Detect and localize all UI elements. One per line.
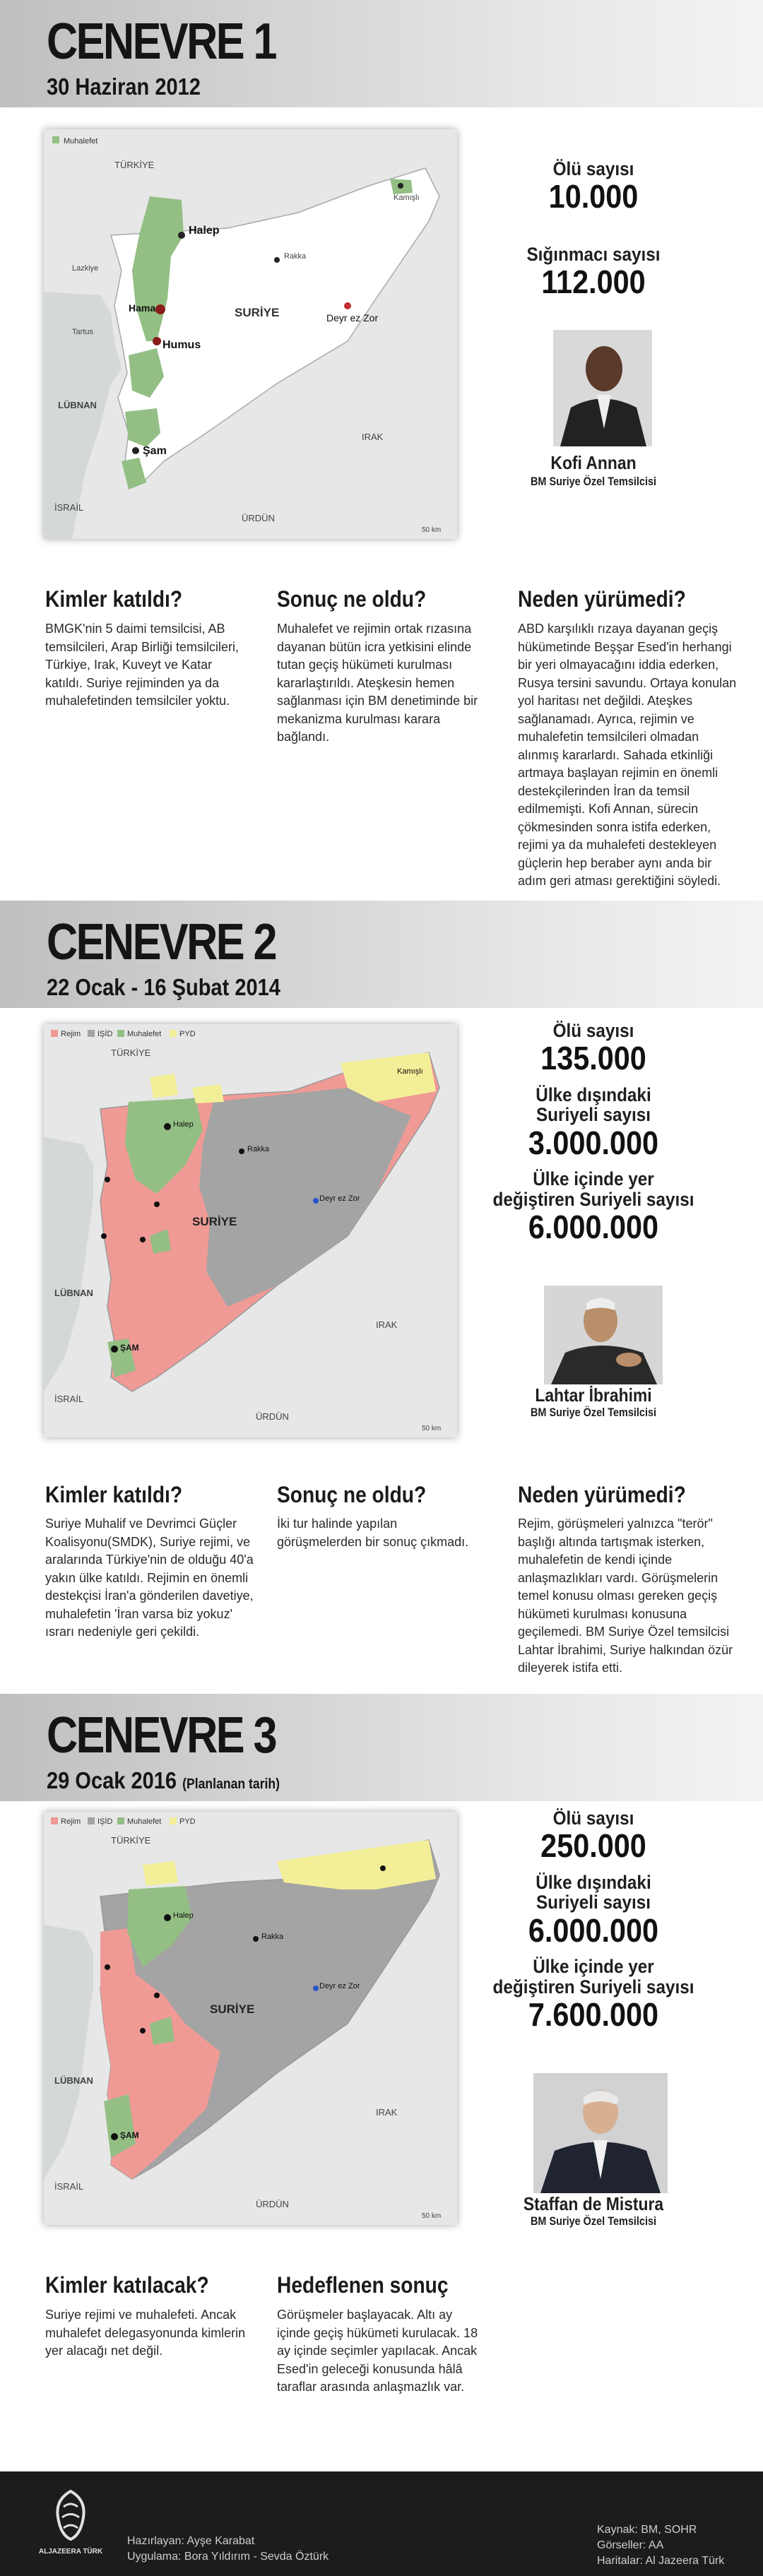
column-text: ABD karşılıklı rızaya dayanan geçiş hükümetinde Beşşar Esed'in herhangi bir yeri olmayacağını iddia ederken, Rusya tersini savundu. Ortaya konulan yol haritası net değildi. Ateşkes sağlanamadı. Ayrıca, rejimin ve muhalefetin temsilcileri olmadan alınmış kararlardı. Sahada etkinliği artmaya başlayan rejimin en önemli destekçilerinden İran da temsil edilmemişti. Kofi Annan, sürecin çökmesinden sonra istifa ederken, rejimi ya da muhalefeti destekleyen güçlerin hep beraber aynı anda bir adım geri atması gerektiğini söyledi.	[518, 622, 737, 888]
city-dot	[239, 1148, 244, 1154]
footer	[0, 2471, 763, 2576]
stat-value: 135.000	[540, 1040, 646, 1077]
label-city-deyr: Deyr ez Zor	[319, 1982, 360, 1990]
city-dot	[154, 1993, 160, 1998]
legend-muhalefet: Muhalefet	[127, 1030, 162, 1038]
stat-label: Ölü sayısı	[552, 1808, 634, 1829]
legend-muhalefet: Muhalefet	[127, 1817, 162, 1826]
city-dot	[344, 302, 351, 309]
label-iraq: IRAK	[376, 2107, 398, 2118]
person-role: BM Suriye Özel Temsilcisi	[530, 1406, 657, 1419]
stat-value: 112.000	[541, 263, 646, 301]
section-date: 30 Haziran 2012	[47, 73, 201, 100]
aljazeera-logo	[38, 2486, 103, 2563]
stat-label: Ülke içinde yer değiştiren Suriyeli sayısı	[492, 1168, 694, 1210]
label-city-deyr: Deyr ez Zor	[326, 312, 379, 324]
label-jordan: ÜRDÜN	[242, 513, 275, 523]
label-city-sam: Şam	[143, 445, 167, 457]
stat-value: 7.600.000	[528, 1995, 659, 2033]
city-dot	[101, 1233, 107, 1239]
city-dot	[313, 1198, 319, 1204]
label-jordan: ÜRDÜN	[256, 2199, 289, 2209]
column-heading: Kimler katılacak?	[45, 2272, 209, 2298]
label-city-rakka: Rakka	[284, 252, 307, 261]
label-israel: İSRAİL	[54, 1394, 84, 1404]
stats-geneva-3	[466, 1808, 721, 2041]
column-heading: Sonuç ne oldu?	[277, 586, 427, 612]
map-geneva-3	[44, 1812, 457, 2225]
label-city-kamisli: Kamışlı	[394, 194, 420, 202]
city-dot	[380, 1865, 386, 1871]
label-syria: SURİYE	[210, 2002, 255, 2016]
column-heading: Neden yürümedi?	[518, 1482, 686, 1507]
label-city-hama: Hama	[129, 302, 156, 314]
city-dot	[153, 337, 161, 345]
credit-maps: Haritalar: Al Jazeera Türk	[597, 2555, 725, 2567]
stat-label: Ülke dışındaki Suriyeli sayısı	[536, 1084, 651, 1126]
column-text: Görüşmeler başlayacak. Altı ay içinde geçiş hükümeti kurulacak. 18 ay içinde seçimler yapılacak. Ancak Esed'in geleceği konusunda hâlâ taraflar arasında anlaşmazlık var.	[277, 2308, 478, 2394]
label-city-kamisli: Kamışlı	[397, 1067, 423, 1076]
credit-source: Kaynak: BM, SOHR	[597, 2524, 697, 2536]
city-dot	[164, 1123, 171, 1130]
stat-value: 250.000	[540, 1827, 646, 1865]
city-dot	[313, 1986, 319, 1991]
label-city-rakka: Rakka	[247, 1145, 270, 1153]
legend-rejim: Rejim	[61, 1817, 81, 1826]
legend-isid: IŞİD	[97, 1817, 113, 1826]
stat-value: 10.000	[548, 178, 639, 215]
footer-credits-left	[127, 2534, 329, 2565]
legend-isid: IŞİD	[97, 1030, 113, 1038]
legend-rejim: Rejim	[61, 1030, 81, 1038]
column-heading: Kimler katıldı?	[45, 1482, 183, 1507]
person-role: BM Suriye Özel Temsilcisi	[530, 2214, 657, 2228]
column-text: İki tur halinde yapılan görüşmelerden bir sonuç çıkmadı.	[277, 1516, 469, 1549]
label-lebanon: LÜBNAN	[54, 1288, 93, 1298]
section-title: CENEVRE 1	[47, 13, 276, 70]
person-name: Kofi Annan	[550, 452, 637, 473]
column-heading: Hedeflenen sonuç	[277, 2272, 449, 2298]
person-photo-kofi-annan	[553, 330, 652, 446]
stat-label: Sığınmacı sayısı	[526, 243, 661, 265]
column-heading: Kimler katıldı?	[45, 586, 183, 612]
stat-value: 6.000.000	[528, 1911, 659, 1949]
label-city-rakka: Rakka	[261, 1933, 284, 1941]
stat-label: Ülke içinde yer değiştiren Suriyeli sayısı	[492, 1956, 694, 1998]
section-date-note: (Planlanan tarih)	[182, 1776, 280, 1792]
label-city-sam: ŞAM	[120, 1343, 139, 1353]
city-dot	[154, 1201, 160, 1207]
label-turkey: TÜRKİYE	[111, 1835, 151, 1846]
legend-pyd: PYD	[179, 1030, 196, 1038]
section-title: CENEVRE 2	[47, 914, 276, 971]
label-israel: İSRAİL	[54, 502, 84, 513]
label-turkey: TÜRKİYE	[114, 160, 155, 170]
credit-produced-by: Uygulama: Bora Yıldırım - Sevda Öztürk	[127, 2551, 329, 2563]
label-israel: İSRAİL	[54, 2181, 84, 2192]
label-city-sam: ŞAM	[120, 2130, 139, 2140]
label-turkey: TÜRKİYE	[111, 1047, 151, 1058]
label-jordan: ÜRDÜN	[256, 1411, 289, 1422]
city-dot	[164, 1914, 171, 1921]
section-date: 22 Ocak - 16 Şubat 2014	[47, 974, 280, 1000]
city-dot	[155, 304, 165, 314]
person-name: Lahtar İbrahimi	[535, 1384, 652, 1406]
city-dot	[105, 1177, 110, 1182]
column-text: Suriye Muhalif ve Devrimci Güçler Koalisyonu(SMDK), Suriye rejimi, ve aralarında Türkiye'nin de olduğu 40'a yakın ülke katıldı. Rejimin en önemli destekçisi İran'a gönderilen davetiye, muhalefetin 'İran varsa biz yokuz' ısrarı nedeniyle geri çekildi.	[45, 1516, 254, 1639]
column-text: BMGK'nin 5 daimi temsilcisi, AB temsilcileri, Arap Birliği temsilcileri, Türkiye, Irak, Kuveyt ve Katar katıldı. Suriye rejiminden ya da muhalefetinden temsilciler yoktu.	[45, 622, 239, 708]
footer-credits-right	[597, 2522, 724, 2569]
label-lebanon: LÜBNAN	[54, 2075, 93, 2086]
credit-images: Görseller: AA	[597, 2539, 664, 2551]
label-city-halep: Halep	[173, 1120, 194, 1129]
person-photo-lahtar-ibrahimi	[544, 1286, 663, 1384]
section-3-header	[0, 1694, 763, 1801]
label-iraq: IRAK	[362, 432, 384, 442]
column-text: Rejim, görüşmeleri yalnızca "terör" başlığı altında tartışmak isterken, muhalefetin de kendi içinde anlaşmazlıkları vardı. Görüşmelerin temel konusu olması gereken geçiş hükümeti kurulması konusuna geçilemedi. BM Suriye Özel temsilcisi Lahtar İbrahimi, Suriye halkından özür dileyerek istifa etti.	[518, 1516, 733, 1675]
section-2-header	[0, 901, 763, 1008]
section-date-value: 29 Ocak 2016	[47, 1767, 177, 1793]
city-dot	[253, 1936, 259, 1942]
column-text: Muhalefet ve rejimin ortak rızasına dayanan bütün icra yetkisini elinde tutan geçiş hükümeti kurulması kararlaştırıldı. Ateşkesin hemen sağlanması için BM denetiminde bir mekanizma kurulması karara bağlandı.	[277, 622, 478, 744]
person-name: Staffan de Mistura	[523, 2193, 664, 2214]
stat-value: 3.000.000	[528, 1124, 659, 1161]
legend-pyd: PYD	[179, 1817, 196, 1826]
label-scale: 50 km	[422, 526, 442, 534]
label-scale: 50 km	[422, 1425, 442, 1432]
label-city-humus: Humus	[162, 339, 201, 351]
label-scale: 50 km	[422, 2212, 442, 2220]
label-city-tartus: Tartus	[72, 328, 93, 336]
stats-geneva-2	[466, 1021, 721, 1254]
city-dot	[105, 1964, 110, 1970]
section-1-header	[0, 0, 763, 107]
stat-label: Ölü sayısı	[552, 1020, 634, 1041]
column-heading: Neden yürümedi?	[518, 586, 686, 612]
city-dot	[274, 257, 280, 263]
city-dot	[398, 183, 403, 189]
city-dot	[140, 2028, 146, 2034]
city-dot	[140, 1237, 146, 1242]
map-geneva-2	[44, 1024, 457, 1437]
stats-geneva-1	[466, 159, 721, 309]
label-city-halep: Halep	[173, 1911, 194, 1920]
person-photo-staffan-de-mistura	[533, 2073, 668, 2193]
label-syria: SURİYE	[235, 306, 280, 319]
label-city-lazkiye: Lazkiye	[72, 264, 99, 273]
label-lebanon: LÜBNAN	[58, 400, 97, 410]
column-text: Suriye rejimi ve muhalefeti. Ancak muhalefet delegasyonunda kimlerin yer alacağı net değil.	[45, 2308, 246, 2358]
stat-label: Ülke dışındaki Suriyeli sayısı	[536, 1871, 651, 1913]
stat-value: 6.000.000	[528, 1208, 659, 1245]
city-dot	[111, 2133, 118, 2140]
city-dot	[111, 1346, 118, 1353]
city-dot	[132, 447, 139, 454]
stat-label: Ölü sayısı	[552, 158, 634, 179]
city-dot	[178, 232, 185, 239]
label-city-halep: Halep	[189, 225, 220, 237]
label-syria: SURİYE	[192, 1215, 237, 1228]
logo-text: ALJAZEERA TÜRK	[38, 2548, 103, 2556]
legend-muhalefet: Muhalefet	[64, 137, 98, 146]
section-title: CENEVRE 3	[47, 1707, 276, 1764]
label-iraq: IRAK	[376, 1319, 398, 1330]
credit-prepared-by: Hazırlayan: Ayşe Karabat	[127, 2535, 255, 2547]
map-geneva-1	[44, 129, 457, 539]
section-date	[47, 1767, 280, 1794]
column-heading: Sonuç ne oldu?	[277, 1482, 427, 1507]
person-role: BM Suriye Özel Temsilcisi	[530, 475, 657, 488]
label-city-deyr: Deyr ez Zor	[319, 1194, 360, 1203]
